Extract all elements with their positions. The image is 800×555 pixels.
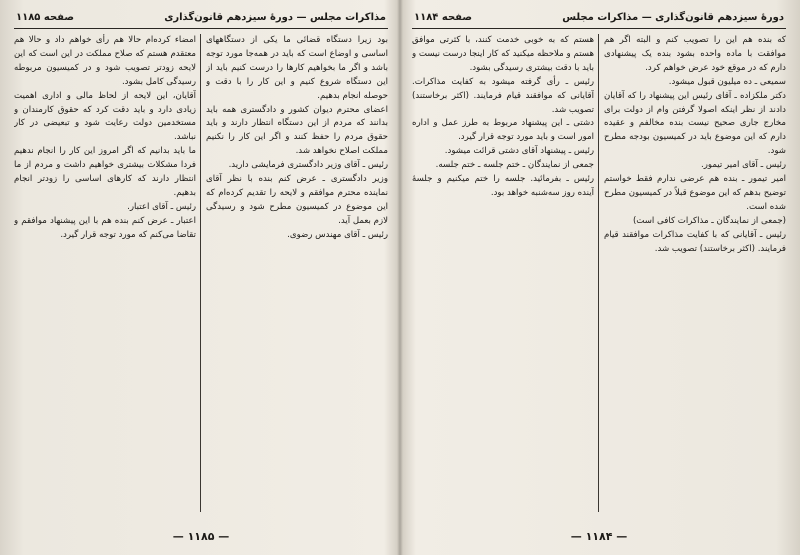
paragraph: رئیس ـ رأی گرفته میشود به کفایت مذاکرات. آقایانی که موافقند قیام فرمایند. (اکثر برخاستند) تصویب شد. xyxy=(412,76,594,115)
paragraph: بود زیرا دستگاه قضائی ما یکی از دستگاههای اساسی و اوضاع است که باید در همه‌جا مورد توجه باشد و اگر ما بخواهیم کارها را درست کنیم باید از این دستگاه شروع کنیم و این کار را با دقت و حوصله انجام بدهیم. xyxy=(206,35,388,101)
page-left-session-title: مذاکرات مجلس — دورهٔ سیزدهم قانون‌گذاری xyxy=(164,11,386,23)
paragraph: رئیس ـ آقای امیر تیمور. xyxy=(701,160,786,171)
page-left-folio: — ۱۱۸۵ — xyxy=(172,530,230,543)
page-left xyxy=(6,4,396,551)
paragraph: جمعی از نمایندگان ـ ختم جلسه ـ ختم جلسه. xyxy=(435,160,594,171)
page-right-header-rule xyxy=(412,28,786,29)
paragraph: رئیس ـ آقای وزیر دادگستری فرمایشی دارید. xyxy=(228,160,388,171)
paragraph: وزیر دادگستری ـ عرض کنم بنده با نظر آقای نماینده محترم موافقم و لایحه را تقدیم کرده‌ام که این موضوع در کمیسیون مطرح شود و رسیدگی لازم بعمل آید. xyxy=(206,174,388,226)
page-right-folio: — ۱۱۸۴ — xyxy=(570,530,628,543)
paragraph: ما باید بدانیم که اگر امروز این کار را انجام ندهیم فردا مشکلات بیشتری خواهیم داشت و مردم از ما انتظار دارند که کارهای اساسی را زودتر انجام بدهیم. xyxy=(14,146,196,198)
paragraph: که بنده هم این را تصویب کنم و البته اگر هم موافقت با ماده واحده بشود بنده یک پیشنهادی دارم که در موقع خود عرض خواهم کرد. xyxy=(604,35,786,73)
paragraph: رئیس ـ بفرمائید. جلسه را ختم میکنیم و جلسهٔ آینده روز سه‌شنبه خواهد بود. xyxy=(412,174,594,198)
page-right-column-left xyxy=(412,34,594,512)
page-right-column-right xyxy=(604,34,786,512)
paragraph: امضاء کرده‌ام حالا هم رأی خواهم داد و حالا هم معتقدم هستم که صلاح مملکت در این است که این لایحه زودتر تصویب شود و در کمیسیون مربوطه رسیدگی کامل بشود. xyxy=(14,35,196,87)
page-right-session-title: دورهٔ سیزدهم قانون‌گذاری — مذاکرات مجلس xyxy=(562,11,784,23)
paragraph: رئیس ـ آقایانی که با کفایت مذاکرات موافقند قیام فرمایند. (اکثر برخاستند) تصویب شد. xyxy=(604,229,786,254)
page-left-page-label: صفحه ۱۱۸۵ xyxy=(16,11,75,23)
paragraph: دشتی ـ این پیشنهاد مربوط به طرز عمل و اداره امور است و باید مورد توجه قرار گیرد. xyxy=(412,118,594,143)
paragraph: اعتبار ـ عرض کنم بنده هم با این پیشنهاد موافقم و تقاضا می‌کنم که مورد توجه قرار گیرد. xyxy=(14,215,196,240)
paragraph: رئیس ـ آقای مهندس رضوی. xyxy=(287,229,388,240)
page-right-page-label: صفحه ۱۱۸۴ xyxy=(414,11,473,23)
paragraph: هستم که به خوبی خدمت کنند، با کثرتی موافق هستم و ملاحظه میکنید که کار اینجا درست نیست و باید با دقت بیشتری رسیدگی بشود. xyxy=(412,35,594,73)
page-left-header-rule xyxy=(14,28,388,29)
page-left-column-rule xyxy=(200,34,201,512)
paragraph: سمیعی ـ ده میلیون قبول میشود. xyxy=(668,76,786,87)
paragraph: (جمعی از نمایندگان ـ مذاکرات کافی است) xyxy=(632,215,786,226)
page-left-header xyxy=(14,8,388,26)
paragraph: امیر تیمور ـ بنده هم عرضی ندارم فقط خواستم توضیح بدهم که این موضوع قبلاً در کمیسیون مطرح شده است. xyxy=(604,174,786,212)
page-left-column-right xyxy=(206,34,388,512)
page-right xyxy=(404,4,794,551)
paragraph: دکتر ملکزاده ـ آقای رئیس این پیشنهاد را که آقایان دادند از نظر اینکه اصولا گرفتن وام از دولت برای مخارج جاری صحیح نیست بنده مخالفم و عقیده دارم که این موضوع باید در کمیسیون بودجه مطرح شود. xyxy=(604,90,786,157)
paragraph: اعضای محترم دیوان کشور و دادگستری همه باید بدانند که مردم از این دستگاه انتظار دارند و باید حقوق مردم را حفظ کنند و اگر این کار را نکنیم مملکت اصلاح نخواهد شد. xyxy=(206,104,388,157)
paragraph: آقایان، این لایحه از لحاظ مالی و اداری اهمیت زیادی دارد و باید دقت کرد که حقوق کارمندان و مستخدمین دولت رعایت شود و تبعیضی در کار نباشد. xyxy=(14,90,196,143)
page-right-header xyxy=(412,8,786,26)
page-right-column-rule xyxy=(598,34,599,512)
book-spine-shadow xyxy=(397,0,403,555)
paragraph: رئیس ـ آقای اعتبار. xyxy=(127,201,196,212)
page-left-column-left xyxy=(14,34,196,512)
paragraph: رئیس ـ پیشنهاد آقای دشتی قرائت میشود. xyxy=(444,146,594,157)
